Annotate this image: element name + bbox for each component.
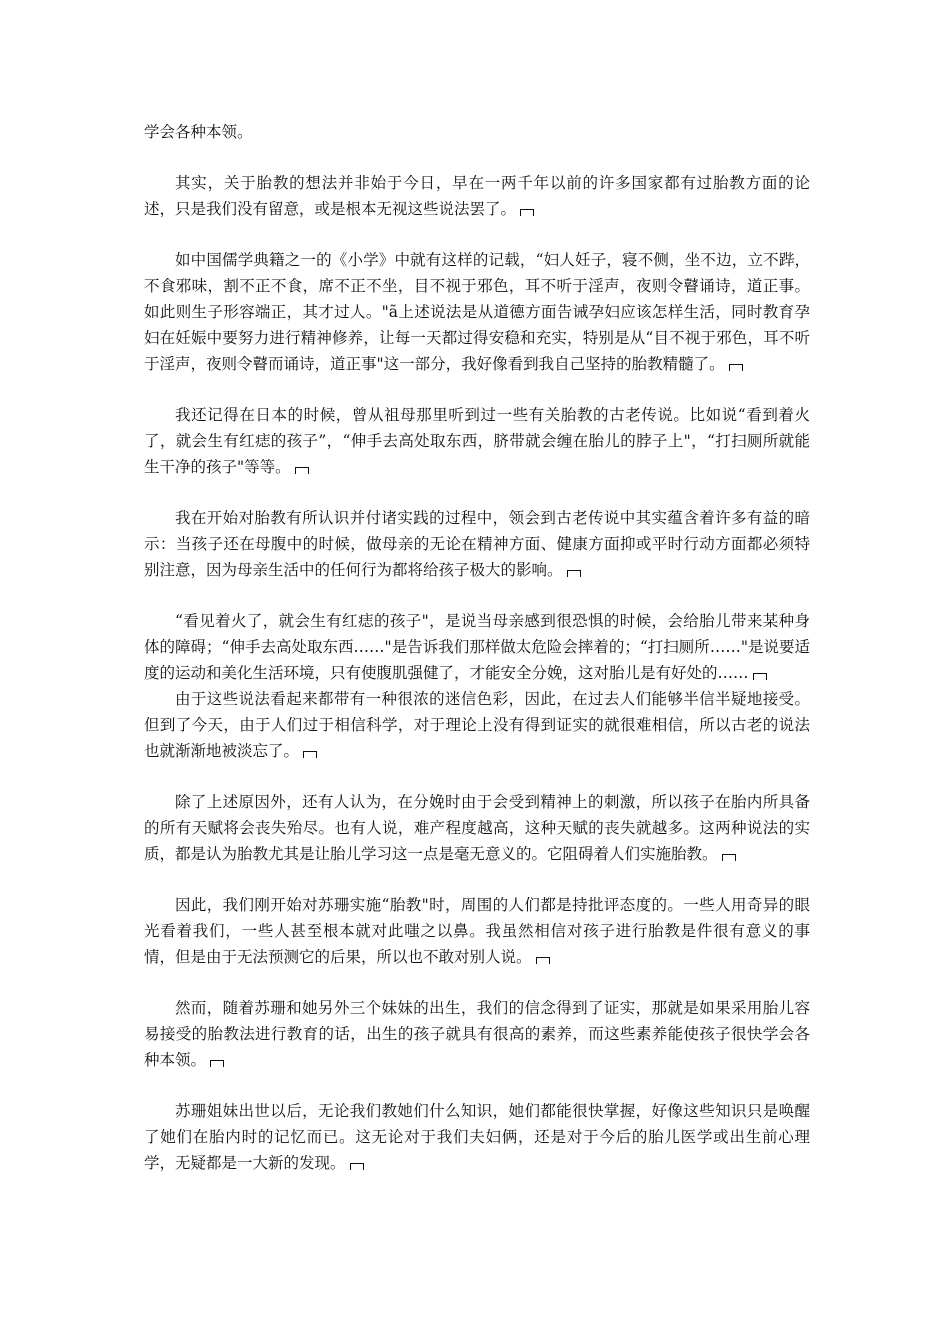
paragraph-2 — [144, 170, 810, 222]
paragraph-mark-icon — [210, 1060, 224, 1067]
paragraph-mark-icon — [520, 209, 534, 216]
paragraph-mark-icon — [722, 854, 736, 861]
paragraph-text: 我在开始对胎教有所认识并付诸实践的过程中，领会到古老传说中其实蕴含着许多有益的暗示：当孩子还在母腹中的时候，做母亲的无论在精神方面、健康方面抑或平时行动方面都必须特别注意，因为母亲生活中的任何行为都将给孩子极大的影响。 — [144, 509, 810, 579]
paragraph-mark-icon — [567, 570, 581, 577]
paragraph-text: 我还记得在日本的时候，曾从祖母那里听到过一些有关胎教的古老传说。比如说“看到着火了，就会生有红痣的孩子”，“伸手去高处取东西，脐带就会缠在胎儿的脖子上"，“打扫厕所就能生干净的孩子"等等。 — [144, 406, 810, 476]
paragraph-10 — [144, 995, 810, 1073]
paragraph-mark-icon — [303, 751, 317, 758]
paragraph-mark-icon — [350, 1163, 364, 1170]
paragraph-text: 由于这些说法看起来都带有一种很浓的迷信色彩，因此，在过去人们能够半信半疑地接受。但到了今天，由于人们过于相信科学，对于理论上没有得到证实的就很难相信，所以古老的说法也就渐渐地被淡忘了。 — [144, 690, 810, 760]
paragraph-text: 其实，关于胎教的想法并非始于今日，早在一两千年以前的许多国家都有过胎教方面的论述，只是我们没有留意，或是根本无视这些说法罢了。 — [144, 174, 810, 218]
paragraph-mark-icon — [295, 467, 309, 474]
paragraph-text: 然而，随着苏珊和她另外三个妹妹的出生，我们的信念得到了证实，那就是如果采用胎儿容易接受的胎教法进行教育的话，出生的孩子就具有很高的素养，而这些素养能使孩子很快学会各种本领。 — [144, 999, 810, 1069]
paragraph-4 — [144, 402, 810, 480]
paragraph-1 — [144, 119, 810, 145]
paragraph-3 — [144, 247, 810, 377]
document-page — [144, 119, 810, 1176]
paragraph-text: 学会各种本领。 — [144, 123, 253, 141]
paragraph-text: 如中国儒学典籍之一的《小学》中就有这样的记载，“妇人妊子，寝不侧，坐不边，立不跸，不食邪味，割不正不食，席不正不坐，目不视于邪色，耳不听于淫声，夜则令瞽诵诗，道正事。如此则生子形容端正，其才过人。"ã上述说法是从道德方面告诫孕妇应该怎样生活，同时教育孕妇在妊娠中要努力进行精神修养，让每一天都过得安稳和充实，特别是从“目不视于邪色，耳不听于淫声，夜则令瞽而诵诗，道正事"这一部分，我好像看到我自己坚持的胎教精髓了。 — [144, 251, 810, 373]
paragraph-mark-icon — [729, 364, 743, 371]
paragraph-mark-icon — [753, 673, 767, 680]
paragraph-text: 苏珊姐妹出世以后，无论我们教她们什么知识，她们都能很快掌握，好像这些知识只是唤醒了她们在胎内时的记忆而已。这无论对于我们夫妇俩，还是对于今后的胎儿医学或出生前心理学，无疑都是一大新的发现。 — [144, 1102, 810, 1172]
paragraph-text: “看见着火了，就会生有红痣的孩子"，是说当母亲感到很恐惧的时候，会给胎儿带来某种身体的障碍；“伸手去高处取东西……"是告诉我们那样做太危险会摔着的；“打扫厕所……"是说要适度的运动和美化生活环境，只有使腹肌强健了，才能安全分娩，这对胎儿是有好处的…… — [144, 612, 810, 682]
paragraph-5 — [144, 505, 810, 583]
paragraph-text: 因此，我们刚开始对苏珊实施“胎教"时，周围的人们都是持批评态度的。一些人用奇异的眼光看着我们，一些人甚至根本就对此嗤之以鼻。我虽然相信对孩子进行胎教是件很有意义的事情，但是由于无法预测它的后果，所以也不敢对别人说。 — [144, 896, 810, 966]
paragraph-mark-icon — [536, 957, 550, 964]
paragraph-11 — [144, 1098, 810, 1176]
paragraph-7 — [144, 686, 810, 764]
paragraph-text: 除了上述原因外，还有人认为，在分娩时由于会受到精神上的刺激，所以孩子在胎内所具备的所有天赋将会丧失殆尽。也有人说，难产程度越高，这种天赋的丧失就越多。这两种说法的实质，都是认为胎教尤其是让胎儿学习这一点是毫无意义的。它阻碍着人们实施胎教。 — [144, 793, 810, 863]
paragraph-9 — [144, 892, 810, 970]
paragraph-6 — [144, 608, 810, 686]
paragraph-8 — [144, 789, 810, 867]
